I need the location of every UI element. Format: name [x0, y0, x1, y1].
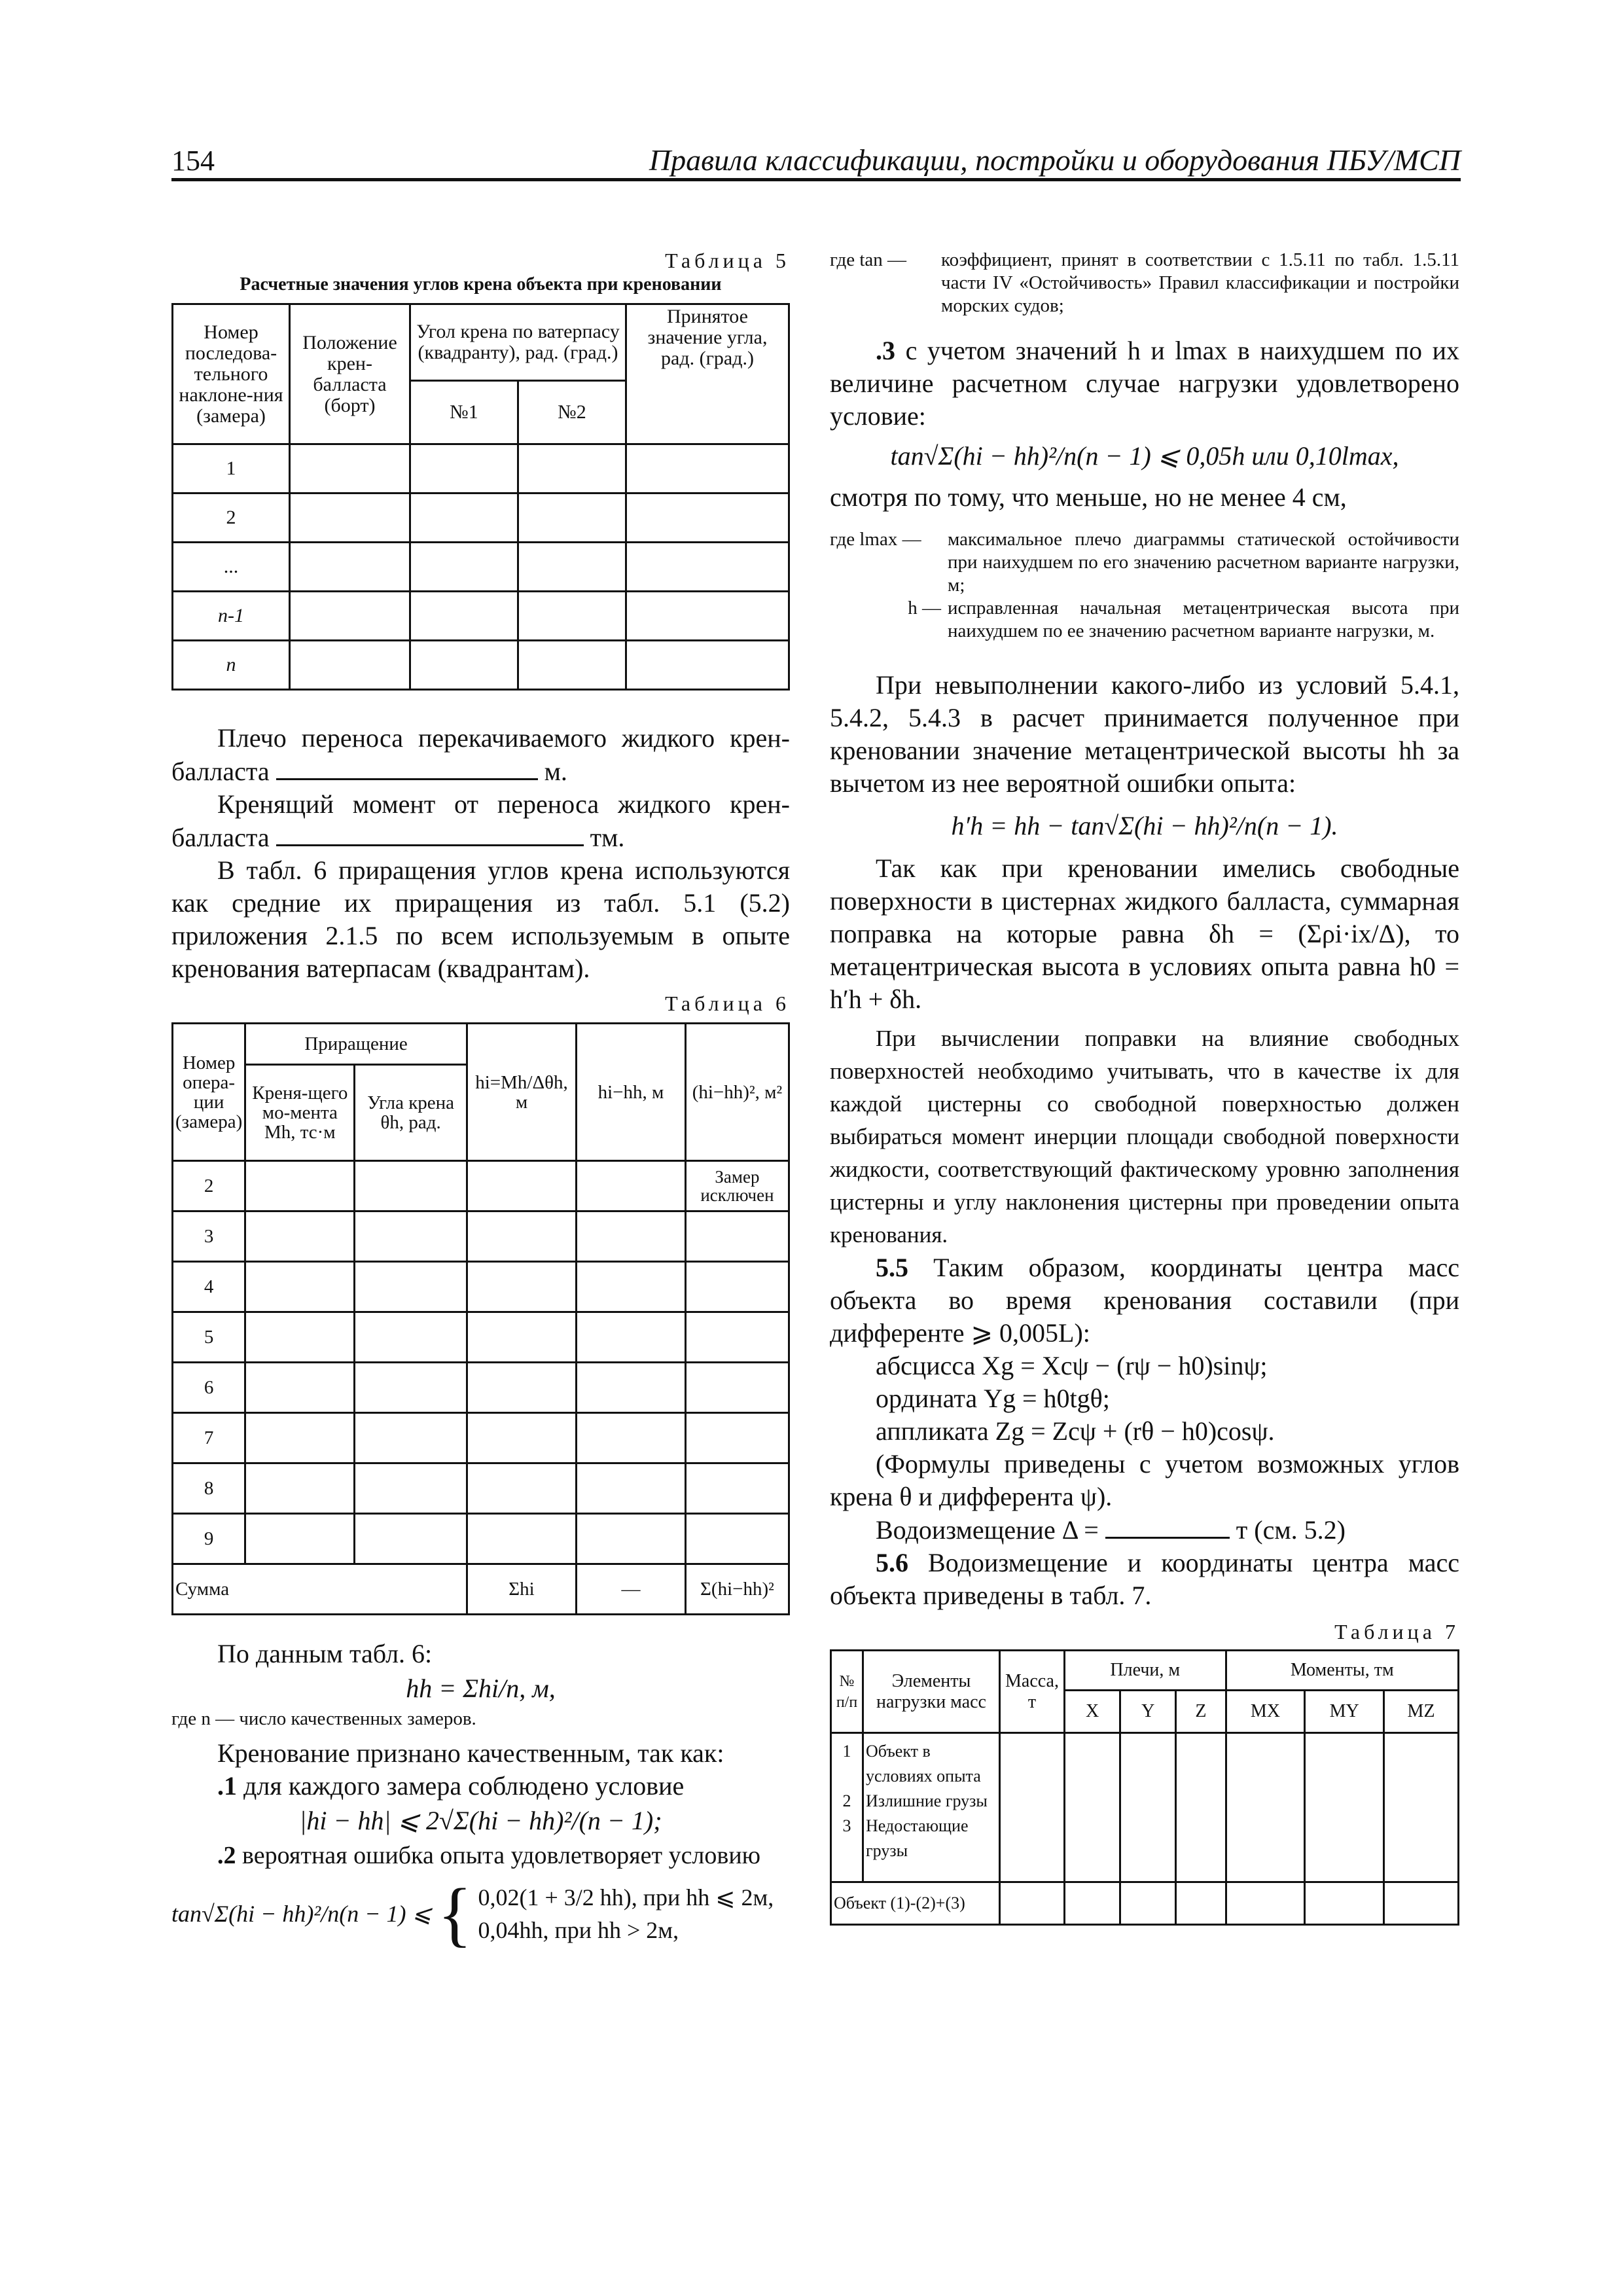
- t7-col-z: Z: [1176, 1691, 1226, 1733]
- table6-caption: Таблица 6: [665, 992, 790, 1015]
- paragraph: Так как при креновании имелись свободные поверхности в цистернах жидкого балласта, суммарная поправка на которые равна δh = (Σρi·ix/Δ), то метацентрическая высота в условиях опыта равна h0 = h′h + δh.: [830, 853, 1459, 1014]
- list-item: .2 вероятная ошибка опыта удовлетворяет условию: [217, 1842, 761, 1869]
- formula-condition-2: tan√Σ(hi − hh)²/n(n − 1) ⩽ { 0,02(1 + 3/2 hh), при hh ⩽ 2м, 0,04hh, при hh > 2м,: [171, 1874, 774, 1954]
- table7: [830, 1649, 1459, 1926]
- table-row: 4: [173, 1262, 789, 1312]
- formula-applicate: аппликата Zg = Zcψ + (rθ − h0)cosψ.: [876, 1416, 1275, 1446]
- right-column: [830, 249, 1459, 1926]
- t5-col-position: Положение крен-балласта (борт): [290, 304, 410, 444]
- t7-row-nums: 1 2 3: [831, 1733, 863, 1882]
- definition-h: h — исправленная начальная метацентрическая высота при наихудшем по ее значению расчетном варианте нагрузки, м.: [908, 598, 1459, 641]
- t5-col-accepted: Принятое значение угла, рад. (град.): [626, 304, 789, 444]
- formula-cases: 0,02(1 + 3/2 hh), при hh ⩽ 2м, 0,04hh, при hh > 2м,: [478, 1884, 774, 1943]
- t7-col-mz: MZ: [1384, 1691, 1459, 1733]
- blank-line: [276, 755, 538, 780]
- table-row: 7: [173, 1413, 789, 1463]
- t7-col-mx: MX: [1226, 1691, 1305, 1733]
- table6: [171, 1022, 790, 1615]
- running-title: Правила классификации, постройки и оборудования ПБУ/МСП: [649, 143, 1461, 177]
- excluded-note: Замер исключен: [685, 1161, 789, 1211]
- paragraph: Водоизмещение Δ = т (см. 5.2): [830, 1513, 1459, 1547]
- page-number: 154: [171, 145, 215, 177]
- t6-sum-diff: —: [577, 1564, 686, 1615]
- t6-sum-h: Σhi: [467, 1564, 576, 1615]
- t5-col-angle-1: №1: [410, 381, 518, 444]
- header-rule: [171, 178, 1461, 181]
- table5: [171, 303, 790, 691]
- definition-tan: где tan — коэффициент, принят в соответствии с 1.5.11 по табл. 1.5.11 части IV «Остойчивость» Правил классификации и постройки морских судов;: [830, 249, 1459, 316]
- t5-row-num: 2: [173, 493, 290, 543]
- left-column: [171, 249, 790, 1954]
- t5-row-num: n-1: [173, 592, 290, 641]
- paragraph: 5.6 Водоизмещение и координаты центра масс объекта приведены в табл. 7.: [830, 1548, 1460, 1610]
- t6-sum-label: Сумма: [173, 1564, 467, 1615]
- table-row: [173, 592, 789, 641]
- t7-col-mass: Масса, т: [1000, 1651, 1065, 1733]
- t6-col-moment: Креня-щего мо-мента Mh, тс·м: [245, 1065, 355, 1161]
- table-row: 3: [173, 1211, 789, 1262]
- paragraph: 5.5 Таким образом, координаты центра масс объекта во время кренования составили (при дифференте ⩾ 0,005L):: [830, 1253, 1460, 1348]
- t7-row-labels: Объект в условиях опыта Излишние грузы Недостающие грузы: [863, 1733, 1000, 1882]
- t7-col-my: MY: [1305, 1691, 1384, 1733]
- t5-row-num: n: [173, 641, 290, 690]
- table5-title: Расчетные значения углов крена объекта при креновании: [240, 274, 722, 295]
- paragraph: По данным табл. 6:: [217, 1639, 433, 1668]
- blank-line: [1105, 1513, 1230, 1539]
- paragraph: При невыполнении какого-либо из условий 5.4.1, 5.4.2, 5.4.3 в расчет принимается полученное при креновании значение метацентрической высоты hh за вычетом из нее вероятной ошибки опыта:: [830, 670, 1459, 798]
- table-row: 2 Замер исключен: [173, 1161, 789, 1211]
- paragraph: (Формулы приведены с учетом возможных углов крена θ и дифферента ψ).: [830, 1449, 1459, 1511]
- t7-col-y: Y: [1120, 1691, 1176, 1733]
- t5-row-num: ...: [173, 543, 290, 592]
- paragraph: смотря по тому, что меньше, но не менее 4 см,: [830, 482, 1347, 512]
- t6-col-sq: (hi−hh)², м²: [685, 1024, 789, 1161]
- table-row: [831, 1733, 1459, 1882]
- blank-line: [276, 821, 584, 846]
- list-item: .1 для каждого замера соблюдено условие: [217, 1771, 685, 1801]
- table-row: [173, 493, 789, 543]
- formula-condition-3: tan√Σ(hi − hh)²/n(n − 1) ⩽ 0,05h или 0,10lmax,: [890, 441, 1399, 471]
- t5-col-number: Номер последова-тельного наклоне-ния (замера): [173, 304, 290, 444]
- paragraph: Плечо переноса перекачиваемого жидкого крен-балласта м.: [171, 723, 790, 786]
- paragraph: В табл. 6 приращения углов крена используются как средние их приращения из табл. 5.1 (5.2) приложения 2.1.5 по всем используемым в опыте кренования ватерпасам (квадрантам).: [171, 855, 790, 983]
- paragraph: Кренование признано качественным, так как:: [217, 1738, 724, 1768]
- paragraph: Кренящий момент от переноса жидкого крен-балласта тм.: [171, 789, 790, 852]
- t6-sum-sq: Σ(hi−hh)²: [685, 1564, 789, 1615]
- note: где n — число качественных замеров.: [171, 1708, 476, 1729]
- formula-ordinate: ордината Yg = h0tgθ;: [876, 1384, 1110, 1413]
- t6-col-number: Номер опера-ции (замера): [173, 1024, 245, 1161]
- t5-col-angle-2: №2: [518, 381, 626, 444]
- t6-col-increment: Приращение: [245, 1024, 467, 1065]
- t6-col-h: hi=Mh/Δθh, м: [467, 1024, 576, 1161]
- t6-col-diff: hi−hh, м: [577, 1024, 686, 1161]
- formula-corrected-h: h′h = hh − tan√Σ(hi − hh)²/n(n − 1).: [951, 811, 1338, 840]
- formula-hh: hh = Σhi/n, м,: [406, 1674, 556, 1703]
- table-row: [173, 641, 789, 690]
- t6-col-angle: Угла крена θh, рад.: [355, 1065, 467, 1161]
- table-row: [173, 1564, 789, 1615]
- table5-caption: Таблица 5: [665, 249, 790, 272]
- t7-total: Объект (1)-(2)+(3): [831, 1882, 1000, 1925]
- formula-abscissa: абсцисса Xg = Xcψ − (rψ − h0)sinψ;: [876, 1351, 1268, 1380]
- t5-col-angle: Угол крена по ватерпасу (квадранту), рад. (град.): [410, 304, 626, 381]
- table-row: 8: [173, 1463, 789, 1514]
- brace: {: [437, 1874, 473, 1954]
- table-row: 9: [173, 1514, 789, 1564]
- table-row: [173, 543, 789, 592]
- table-row: [831, 1882, 1459, 1925]
- table-row: [173, 444, 789, 493]
- t7-col-num: № п/п: [831, 1651, 863, 1733]
- formula-condition-1: |hi − hh| ⩽ 2√Σ(hi − hh)²/(n − 1);: [299, 1806, 662, 1835]
- t7-col-moments: Моменты, тм: [1226, 1651, 1458, 1691]
- definition-lmax: где lmax — максимальное плечо диаграммы статической остойчивости при наихудшем по его значению расчетном варианте нагрузки, м;: [830, 529, 1459, 596]
- table-row: 5: [173, 1312, 789, 1363]
- t7-col-arms: Плечи, м: [1065, 1651, 1226, 1691]
- t7-col-x: X: [1065, 1691, 1120, 1733]
- table-row: 6: [173, 1363, 789, 1413]
- paragraph: При вычислении поправки на влияние свободных поверхностей необходимо учитывать, что в качестве ix для каждой цистерны со свободной поверхностью должен выбираться момент инерции площади свободной поверхности жидкости, соответствующий фактическому уровню заполнения цистерны и углу наклонения цистерны при проведении опыта кренования.: [830, 1026, 1459, 1247]
- table7-caption: Таблица 7: [1334, 1620, 1459, 1643]
- list-item: .3 с учетом значений h и lmax в наихудшем по их величине расчетном случае нагрузки удовлетворено условие:: [830, 336, 1460, 431]
- t7-col-elements: Элементы нагрузки масс: [863, 1651, 1000, 1733]
- t5-row-num: 1: [173, 444, 290, 493]
